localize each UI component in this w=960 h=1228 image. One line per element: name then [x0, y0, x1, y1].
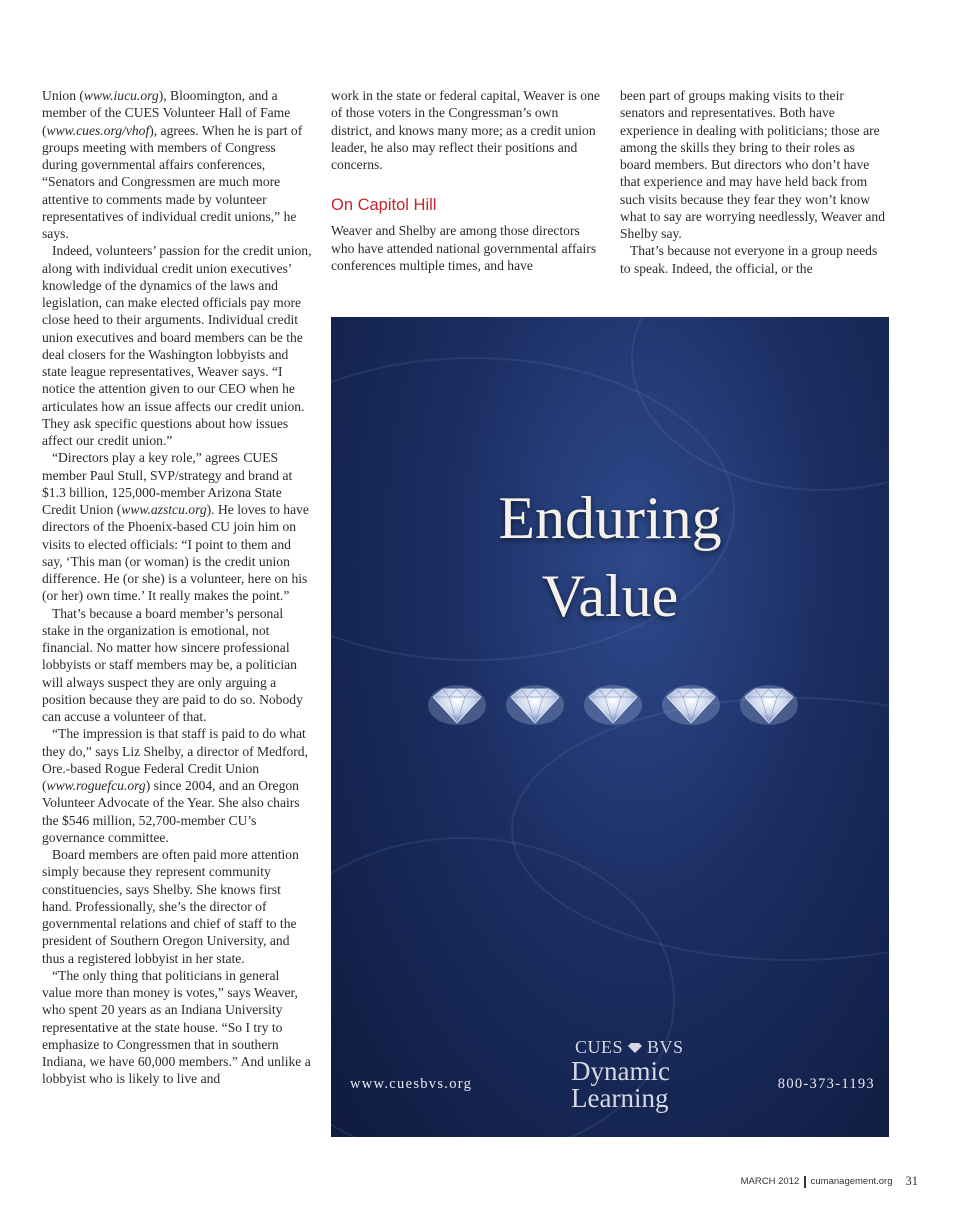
ad-headline-line-1: Enduring — [498, 485, 722, 551]
paragraph: work in the state or federal capital, Weaver is one of those voters in the Congressman’s own district, and knows many more; as a credit union leader, he also may reflect their positions and concerns. — [331, 88, 600, 172]
ad-phone[interactable]: 800-373-1193 — [777, 1076, 875, 1092]
link-text[interactable]: www.cues.org/vhof — [46, 122, 150, 138]
diamond-icon — [739, 683, 799, 727]
brand-learning: Learning — [571, 1083, 669, 1113]
paragraph: Board members are often paid more attention simply because they represent community constituencies, says Shelby. She knows first hand. Professionally, she’s the director of governmental relations and chief of staff to the president of Southern Oregon University, and thus a registered lobbyist in her state. — [42, 847, 299, 966]
ad-url[interactable]: www.cuesbvs.org — [350, 1076, 473, 1092]
paragraph: That’s because a board member’s personal stake in the organization is emotional, not financial. No matter how sincere professional lobbyists or staff members may be, a politician will always suspect they are only arguing a position because they are paid to do so. Nobody can accuse a volunteer of that. — [42, 605, 303, 724]
diamond-icon — [627, 1043, 643, 1053]
article-column-1 — [42, 87, 312, 1088]
column-2-body — [331, 222, 601, 274]
link-text[interactable]: www.roguefcu.org — [46, 778, 146, 793]
diamond-icon — [583, 683, 643, 727]
article-column-2 — [331, 87, 601, 274]
column-2-intro — [331, 87, 601, 173]
diamond-row — [331, 681, 889, 731]
page-number: 31 — [905, 1174, 918, 1188]
paragraph: Weaver and Shelby are among those directors who have attended national governmental affairs conferences multiple times, and have — [331, 223, 597, 273]
ad-headline-line-2: Value — [541, 563, 679, 629]
brand-dynamic: Dynamic — [571, 1056, 670, 1086]
diamond-icon — [505, 683, 565, 727]
brand-bvs: BVS — [647, 1037, 684, 1057]
paragraph: been part of groups making visits to their senators and representatives. Both have experience in dealing with politicians; those are among the skills they bring to their roles as board members. But directors who don’t have that experience and may have held back from such visits because they fear they won’t know what to say are worrying needlessly, Weaver and Shelby say. — [620, 88, 886, 241]
ad-headline — [331, 479, 889, 635]
paragraph: “The only thing that politicians in general value more than money is votes,” says Weaver, who spent 20 years as an Indiana University representative at the state house. “So I try to emphasize to Congressmen that in southern Indiana, we have 60,000 members.” And unlike a lobbyist who is likely to live and — [42, 967, 311, 1087]
link-text[interactable]: www.azstcu.org — [121, 502, 207, 517]
section-subhead: On Capitol Hill — [331, 196, 437, 215]
paragraph: Indeed, volunteers’ passion for the credit union, along with individual credit union executives’ knowledge of the dynamics of the laws and legislation, can make elected officials pay more close heed to their arguments. Individual credit union executives and board members can be the deal closers for the Washington lobbyists and state league representatives, Weaver says. “I notice the attention given to our CEO when he articulates how an issue affects our credit union. They ask specific questions about how issues affect our credit union.” — [42, 243, 312, 448]
article-column-3 — [620, 87, 888, 277]
advertisement[interactable] — [331, 317, 889, 1137]
paragraph: Union (www.iucu.org), Bloomington, and a member of the CUES Volunteer Hall of Fame (www.cues.org/vhof), agrees. When he is part of groups meeting with members of Congress during governmental affairs conferences, “Senators and Congressmen are much more attentive to comments made by volunteer representatives of individual credit unions,” he says. — [42, 88, 303, 241]
paragraph: “Directors play a key role,” agrees CUES member Paul Stull, SVP/strategy and brand at $1.3 billion, 125,000-member Arizona State Credit Union (www.azstcu.org). He loves to have directors of the Phoenix-based CU join him on visits to elected officials: “I point to them and say, ‘This man (or woman) is the credit union difference. He (or she) is a volunteer, here on his (or her) own time.’ It really makes the point.” — [42, 450, 309, 604]
footer-issue: MARCH 2012 — [740, 1176, 800, 1187]
paragraph: “The impression is that staff is paid to do what they do,” says Liz Shelby, a director of Medford, Ore.-based Rogue Federal Credit Union (www.roguefcu.org) since 2004, and an Oregon Volunteer Advocate of the Year. She also chairs the $546 million, 52,700-member CU’s governance committee. — [42, 726, 309, 845]
link-text[interactable]: www.iucu.org — [83, 88, 159, 103]
brand-cues: CUES — [575, 1037, 624, 1057]
footer-site[interactable]: cumanagement.org — [810, 1176, 893, 1187]
cuesbvs-logo — [563, 1037, 703, 1112]
footer-divider — [804, 1176, 805, 1188]
diamond-icon — [661, 683, 721, 727]
paragraph: That’s because not everyone in a group needs to speak. Indeed, the official, or the — [620, 243, 878, 276]
diamond-icon — [427, 683, 487, 727]
page-footer — [741, 1174, 918, 1189]
